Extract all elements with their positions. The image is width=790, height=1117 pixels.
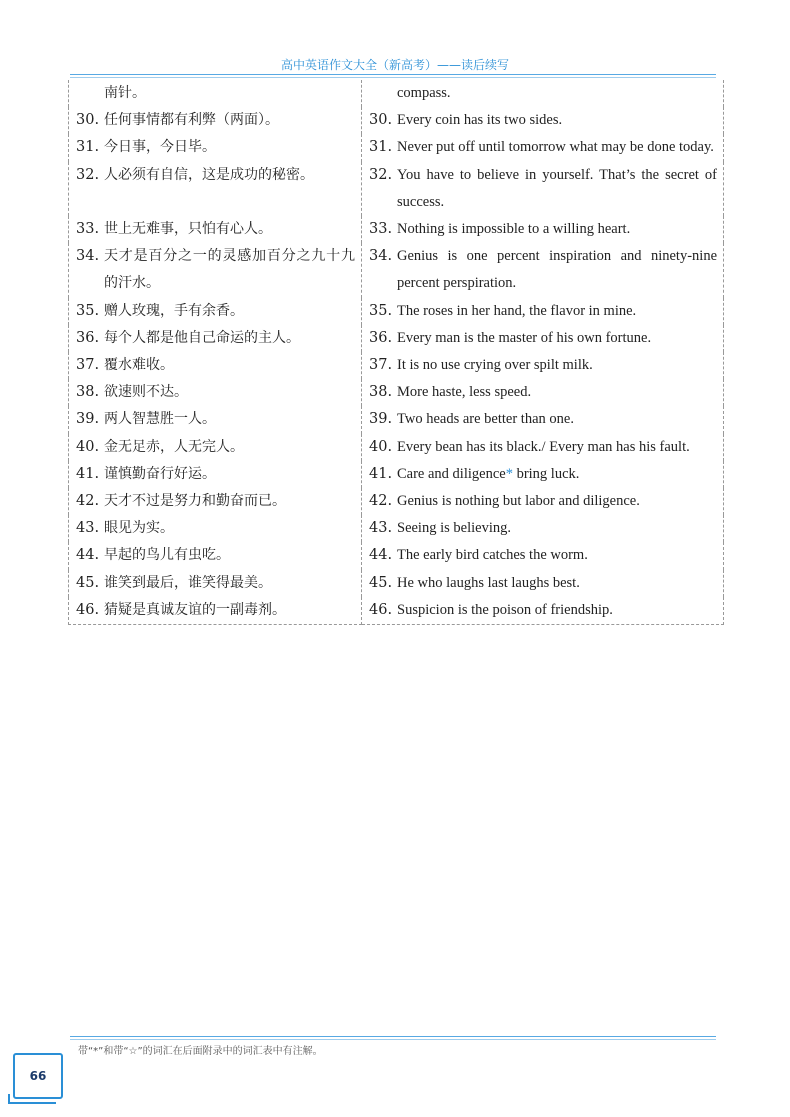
english-text: You have to believe in yourself. That’s the secret of success. [397, 166, 717, 210]
chinese-proverb [76, 379, 355, 406]
english-proverb [369, 134, 717, 161]
chinese-text: 欲速则不达。 [104, 384, 188, 401]
item-number: 30. [76, 112, 100, 129]
chinese-cell [69, 325, 362, 352]
item-number: 44. [76, 547, 100, 564]
english-text: compass. [397, 85, 451, 101]
english-proverb [369, 162, 717, 216]
chinese-text: 谁笑到最后，谁笑得最美。 [104, 574, 272, 591]
english-proverb [369, 379, 717, 406]
vocab-star-mark: * [505, 465, 513, 482]
english-proverb [369, 597, 717, 624]
page-number: 66 [13, 1053, 63, 1099]
english-proverb [369, 406, 717, 433]
item-number [369, 80, 397, 107]
english-text: Nothing is impossible to a willing heart. [397, 221, 631, 238]
chinese-text: 每个人都是他自己命运的主人。 [104, 329, 300, 346]
english-proverb [369, 216, 717, 243]
table-row [69, 406, 724, 433]
item-number: 46. [76, 601, 100, 618]
chinese-proverb [76, 243, 355, 297]
chinese-cell [69, 352, 362, 379]
chinese-cell [69, 162, 362, 216]
chinese-text: 任何事情都有利弊（两面）。 [104, 112, 279, 129]
chinese-proverb [76, 352, 355, 379]
table-row [69, 461, 724, 488]
english-cell [362, 243, 724, 297]
item-number: 43. [76, 520, 100, 537]
chinese-proverb [76, 325, 355, 352]
english-proverb [369, 107, 717, 134]
item-number: 46. [369, 601, 393, 618]
chinese-cell [69, 542, 362, 569]
english-cell [362, 542, 724, 569]
item-number: 40. [76, 438, 100, 455]
chinese-proverb [76, 162, 355, 189]
chinese-text: 谨慎勤奋行好运。 [104, 465, 216, 482]
item-number: 35. [369, 302, 393, 319]
chinese-cell [69, 243, 362, 297]
chinese-cell [69, 134, 362, 161]
chinese-text: 早起的鸟儿有虫吃。 [104, 547, 230, 564]
chinese-text: 两人智慧胜一人。 [104, 411, 216, 428]
table-row [69, 352, 724, 379]
item-number: 31. [76, 139, 100, 156]
english-cell [362, 134, 724, 161]
english-text: Every man is the master of his own fortune. [397, 329, 652, 346]
item-number: 36. [369, 329, 393, 346]
english-proverb [369, 80, 717, 107]
english-cell [362, 352, 724, 379]
table-row [69, 570, 724, 597]
table-row [69, 162, 724, 216]
item-number: 34. [76, 248, 100, 265]
english-text: Every coin has its two sides. [397, 112, 563, 129]
english-proverb [369, 352, 717, 379]
item-number: 37. [76, 357, 100, 374]
chinese-cell [69, 298, 362, 325]
english-proverb [369, 488, 717, 515]
chinese-text: 世上无难事，只怕有心人。 [104, 221, 272, 238]
english-cell [362, 162, 724, 216]
item-number: 33. [76, 221, 100, 238]
chinese-text: 眼见为实。 [104, 520, 174, 537]
chinese-cell [69, 488, 362, 515]
chinese-cell [69, 216, 362, 243]
english-text: More haste, less speed. [397, 384, 532, 401]
chinese-proverb [76, 542, 355, 569]
chinese-cell [69, 597, 362, 625]
item-number: 40. [369, 438, 393, 455]
item-number: 38. [76, 384, 100, 401]
english-cell [362, 80, 724, 107]
english-cell [362, 325, 724, 352]
chinese-text: 天才是百分之一的灵感加百分之九十九的汗水。 [104, 248, 355, 292]
item-number: 42. [369, 493, 393, 510]
english-cell [362, 434, 724, 461]
chinese-cell [69, 515, 362, 542]
item-number: 39. [76, 411, 100, 428]
english-text: The roses in her hand, the flavor in mine. [397, 302, 637, 319]
chinese-text: 金无足赤，人无完人。 [104, 438, 244, 455]
item-number: 38. [369, 384, 393, 401]
item-number: 33. [369, 221, 393, 238]
item-number: 36. [76, 329, 100, 346]
chinese-cell [69, 107, 362, 134]
item-number: 32. [369, 166, 393, 183]
english-cell [362, 406, 724, 433]
chinese-cell [69, 80, 362, 107]
item-number: 45. [369, 574, 393, 591]
table-row [69, 597, 724, 625]
table-row [69, 515, 724, 542]
english-text: Genius is nothing but labor and diligence. [397, 493, 640, 510]
english-text: Care and diligence [397, 465, 506, 482]
table-row [69, 488, 724, 515]
chinese-proverb [76, 597, 355, 624]
chinese-text: 今日事，今日毕。 [104, 139, 216, 156]
english-text: Never put off until tomorrow what may be done today. [397, 139, 714, 156]
footer-rule [70, 1036, 716, 1037]
english-text: The early bird catches the worm. [397, 547, 588, 564]
english-text: Genius is one percent inspiration and ninety-nine percent perspiration. [397, 248, 717, 292]
english-proverb [369, 515, 717, 542]
chinese-proverb [76, 298, 355, 325]
table-row [69, 107, 724, 134]
table-row [69, 434, 724, 461]
english-cell [362, 515, 724, 542]
item-number: 43. [369, 520, 393, 537]
chinese-cell [69, 379, 362, 406]
chinese-cell [69, 461, 362, 488]
chinese-proverb [76, 434, 355, 461]
english-proverb [369, 298, 717, 325]
chinese-text: 天才不过是努力和勤奋而已。 [104, 493, 286, 510]
english-cell [362, 379, 724, 406]
english-proverb [369, 325, 717, 352]
item-number: 37. [369, 357, 393, 374]
english-cell [362, 216, 724, 243]
chinese-proverb [76, 406, 355, 433]
english-cell [362, 461, 724, 488]
chinese-cell [69, 406, 362, 433]
item-number: 41. [369, 465, 393, 482]
english-text: Two heads are better than one. [397, 411, 574, 428]
item-number: 32. [76, 166, 100, 183]
english-proverb [369, 570, 717, 597]
item-number: 31. [369, 139, 393, 156]
header-rule-secondary [70, 77, 716, 78]
chinese-text: 覆水难收。 [104, 357, 174, 374]
table-row [69, 298, 724, 325]
english-cell [362, 570, 724, 597]
chinese-proverb [76, 488, 355, 515]
running-header: 高中英语作文大全（新高考）——读后续写 [280, 58, 509, 72]
chinese-proverb [76, 216, 355, 243]
table-row [69, 80, 724, 107]
english-proverb [369, 542, 717, 569]
item-number: 44. [369, 547, 393, 564]
chinese-proverb [76, 515, 355, 542]
item-number [76, 80, 104, 107]
table-row [69, 134, 724, 161]
item-number: 35. [76, 302, 100, 319]
english-text: It is no use crying over spilt milk. [397, 357, 593, 374]
chinese-proverb [76, 134, 355, 161]
footnote: 带“*”和带“☆”的词汇在后面附录中的词汇表中有注解。 [78, 1046, 323, 1057]
header-rule [70, 74, 716, 75]
chinese-text: 猜疑是真诚友谊的一副毒剂。 [104, 601, 286, 618]
english-proverb [369, 243, 717, 297]
proverb-table [68, 80, 724, 625]
table-row [69, 325, 724, 352]
english-proverb [369, 434, 717, 461]
chinese-cell [69, 570, 362, 597]
table-row [69, 216, 724, 243]
chinese-cell [69, 434, 362, 461]
item-number: 39. [369, 411, 393, 428]
english-cell [362, 298, 724, 325]
english-text: He who laughs last laughs best. [397, 574, 580, 591]
footer-rule-secondary [70, 1039, 716, 1040]
chinese-proverb [76, 570, 355, 597]
english-cell [362, 597, 724, 625]
table-row [69, 243, 724, 297]
item-number: 42. [76, 493, 100, 510]
chinese-proverb [76, 107, 355, 134]
chinese-text: 赠人玫瑰，手有余香。 [104, 302, 244, 319]
english-text: Suspicion is the poison of friendship. [397, 601, 613, 618]
english-proverb [369, 461, 717, 488]
english-cell [362, 488, 724, 515]
chinese-proverb [76, 461, 355, 488]
english-text-continued: bring luck. [512, 465, 580, 482]
english-text: Every bean has its black./ Every man has his fault. [397, 438, 690, 455]
item-number: 30. [369, 112, 393, 129]
item-number: 45. [76, 574, 100, 591]
item-number: 41. [76, 465, 100, 482]
chinese-proverb [76, 80, 355, 107]
chinese-text: 人必须有自信，这是成功的秘密。 [104, 166, 314, 183]
english-cell [362, 107, 724, 134]
item-number: 34. [369, 248, 393, 265]
chinese-text: 南针。 [104, 85, 146, 101]
english-text: Seeing is believing. [397, 520, 511, 537]
table-row [69, 379, 724, 406]
table-row [69, 542, 724, 569]
